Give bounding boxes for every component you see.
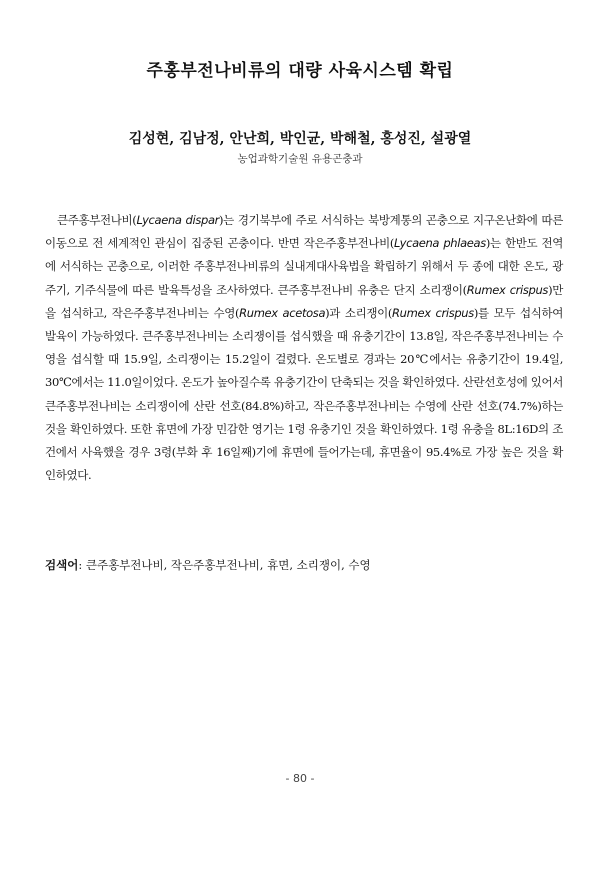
keywords-label: 검색어 <box>45 558 79 572</box>
keywords-separator: : <box>78 558 86 572</box>
abstract-body <box>45 209 563 487</box>
abstract-segment: 큰주홍부전나비( <box>57 213 137 227</box>
abstract-segment: )는 경기북부에 주로 서식하는 북방계통의 곤충으로 지구온난화에 따른 이동으로 전 세계적인 관심이 집중된 곤충이다. 반면 작은주홍부전나비( <box>45 213 563 251</box>
paper-title: 주홍부전나비류의 대량 사육시스템 확립 <box>146 61 454 81</box>
affiliation: 농업과학기술원 유용곤충과 <box>237 153 363 165</box>
keywords-line <box>45 557 563 573</box>
author-list: 김성현, 김남정, 안난희, 박인균, 박해철, 홍성진, 설광열 <box>128 131 472 147</box>
species-name: Rumex crispus <box>392 305 474 320</box>
species-name: Rumex crispus <box>466 282 549 297</box>
species-name: Lycaena dispar <box>136 213 220 227</box>
abstract-segment: )과 소리쟁이( <box>325 305 393 320</box>
abstract-segment: )만을 섭식하고, 작은주홍부전나비는 수영( <box>45 282 563 320</box>
species-name: Rumex acetosa <box>239 305 326 320</box>
abstract-segment: )를 모두 섭식하여 발육이 가능하였다. 큰주홍부전나비는 소리쟁이를 섭식했을 때 유충기간이 13.8일, 작은주홍부전나비는 수영을 섭식할 때 15.9일, 소리쟁이는 15.2일이 걸렸다. 온도별로 경과는 20℃에서는 유충기간이 19.4일, 30℃에서는 11.0일이었다. 온도가 높아질수록 유충기간이 단축되는 것을 확인하였다. 산란선호성에 있어서 큰주홍부전나비는 소리쟁이에 산란 선호(84.8%)하고, 작은주홍부전나비는 수영에 산란 선호(74.7%)하는 것을 확인하였다. 또한 휴면에 가장 민감한 영기는 1령 유충기인 것을 확인하였다. 1령 유충을 8L:16D의 조건에서 사육했을 경우 3령(부화 후 16일째)기에 휴면에 들어가는데, 휴면율이 95.4%로 가장 높은 것을 확인하였다. <box>45 305 563 483</box>
keywords-text: 큰주홍부전나비, 작은주홍부전나비, 휴면, 소리쟁이, 수영 <box>85 558 371 572</box>
page-number: - 80 - <box>285 772 315 785</box>
species-name: Lycaena phlaeas <box>394 236 486 251</box>
abstract-segment: )는 한반도 전역에 서식하는 곤충으로, 이러한 주홍부전나비류의 실내계대사육법을 확립하기 위해서 두 종에 대한 온도, 광주기, 기주식물에 따른 발육특성을 조사하였다. 큰주홍부전나비 유충은 단지 소리쟁이( <box>45 236 563 297</box>
